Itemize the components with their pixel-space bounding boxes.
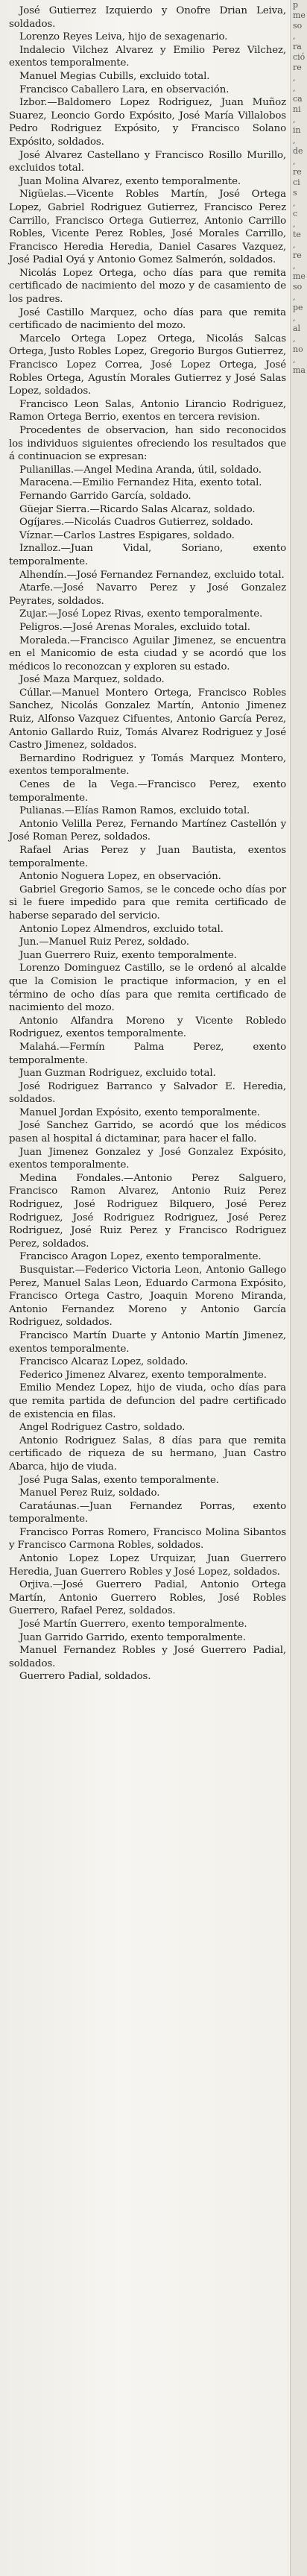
text-column: [9, 4, 286, 1684]
edge-fragment: ,: [293, 136, 296, 145]
edge-fragment: de: [293, 146, 303, 156]
paragraph: Federico Jimenez Alvarez, exento temporalmente.: [19, 1369, 267, 1381]
paragraph: Antonio Velilla Perez, Fernando Martínez Castellón y José Roman Perez, soldados.: [9, 818, 286, 843]
edge-fragment: ,: [293, 219, 296, 229]
paragraph: Antonio Alfandra Moreno y Vicente Robledo Rodriguez, exentos temporalmente.: [9, 1015, 286, 1040]
edge-fragment: ,: [293, 240, 296, 250]
paragraph: Alhendín.—José Fernandez Fernandez, excluido total.: [19, 569, 285, 581]
edge-fragment: ,: [293, 261, 296, 271]
paragraph: Marcelo Ortega Lopez Ortega, Nicolás Salcas Ortega, Justo Robles Lopez, Gregorio Burgos Gutierrez, Francisco Lopez Correa, José Lopez Ortega, José Robles Ortega, Agustín Morales Gutierrez y José Salas Lopez, soldados.: [9, 333, 286, 397]
paragraph: Juan Guerrero Ruiz, exento temporalmente.: [19, 949, 237, 961]
paragraph: Cúllar.—Manuel Montero Ortega, Francisco Robles Sanchez, Nicolás Gonzalez Martín, Antonio Jimenez Ruiz, Alfonso Vazquez Cifuentes, Antonio García Perez, Antonio Gallardo Ruiz, Tomás Alvarez Rodriguez y José Castro Jimenez, soldados.: [9, 687, 286, 752]
paragraph: Antonio Lopez Lopez Urquizar, Juan Guerrero Heredia, Juan Guerrero Robles y José Lopez, soldados.: [9, 1553, 286, 1578]
paragraph: Lorenzo Dominguez Castillo, se le ordenó al alcalde que la Comision le practique informacion, y en el término de ocho días para que remita certificado de nacimiento del mozo.: [9, 963, 286, 1014]
paragraph: Nicolás Lopez Ortega, ocho días para que remita certificado de nacimiento del mozo y de casamiento de los padres.: [9, 267, 286, 306]
paragraph: Lorenzo Reyes Leiva, hijo de sexagenario.: [19, 31, 228, 43]
paragraph: Víznar.—Carlos Lastres Espigares, soldado.: [19, 529, 235, 541]
paragraph: Zujar.—José Lopez Rivas, exento temporalmente.: [19, 608, 263, 620]
paragraph: Nigüelas.—Vicente Robles Martín, José Ortega Lopez, Gabriel Rodriguez Gutierrez, Francisco Perez Carrillo, Francisco Ortega Gutierrez, Antonio Carrillo Robles, Vicente Perez Robles, José Morales Carrillo, Francisco Heredia Heredia, Daniel Casares Vazquez, José Padial Oyá y Antonio Gomez Salmerón, soldados.: [9, 189, 286, 266]
edge-fragment: re: [293, 251, 302, 260]
paragraph: Guerrero Padial, soldados.: [19, 1671, 151, 1683]
paragraph: Procedentes de observacion, han sido reconocidos los individuos siguientes ofreciendo los resultados que á continuacion se expresan:: [9, 425, 286, 463]
paragraph: Malahá.—Fermín Palma Perez, exento temporalmente.: [9, 1041, 286, 1066]
paragraph: Francisco Porras Romero, Francisco Molina Sibantos y Francisco Carmona Robles, soldados.: [9, 1526, 286, 1552]
paragraph: Ogíjares.—Nicolás Cuadros Gutierrez, soldado.: [19, 517, 253, 529]
edge-fragment: ni: [293, 104, 301, 114]
edge-fragment: ,: [293, 157, 296, 166]
edge-fragment: no: [293, 344, 303, 354]
edge-fragment: in: [293, 125, 301, 135]
paragraph: Peligros.—José Arenas Morales, excluido total.: [19, 621, 250, 633]
edge-fragment: ra: [293, 42, 302, 51]
paragraph: Francisco Alcaraz Lopez, soldado.: [19, 1356, 189, 1368]
paragraph: Pulianillas.—Angel Medina Aranda, útil, soldado.: [19, 464, 262, 476]
edge-fragment: ma: [293, 365, 306, 375]
edge-fragment: s: [293, 188, 297, 198]
edge-fragment: ,: [293, 313, 296, 323]
edge-fragment: ,: [293, 115, 296, 125]
paragraph: José Martín Guerrero, exento temporalmente.: [19, 1619, 247, 1631]
edge-fragment: c: [293, 209, 298, 218]
paragraph: José Castillo Marquez, ocho días para que remita certificado de nacimiento del mozo.: [9, 306, 286, 332]
edge-fragment: re: [293, 63, 302, 72]
paragraph: Juan Garrido Garrido, exento temporalmente.: [19, 1631, 246, 1643]
edge-fragment: ci: [293, 177, 300, 187]
edge-fragment: ca: [293, 94, 303, 104]
edge-fragment: al: [293, 324, 301, 333]
paragraph: Juan Guzman Rodriguez, excluido total.: [19, 1068, 216, 1080]
paragraph: José Rodriguez Barranco y Salvador E. Heredia, soldados.: [9, 1080, 286, 1106]
paragraph: Busquistar.—Federico Victoria Leon, Antonio Gallego Perez, Manuel Salas Leon, Eduardo Carmona Expósito, Francisco Ortega Castro, Joaquin Moreno Miranda, Antonio Fernandez Moreno y Antonio García Rodriguez, soldados.: [9, 1265, 286, 1329]
paragraph: José Maza Marquez, soldado.: [19, 674, 165, 686]
edge-fragment: p: [293, 0, 299, 10]
paragraph: Antonio Rodriguez Salas, 8 días para que remita certificado de riqueza de su hermano, Juan Castro Abarca, hijo de viuda.: [9, 1435, 286, 1473]
paragraph: Juan Molina Alvarez, exento temporalmente.: [19, 175, 241, 187]
paragraph: Antonio Lopez Almendros, excluido total.: [19, 923, 224, 935]
edge-fragment: ció: [293, 52, 306, 62]
paragraph: Atarfe.—José Navarro Perez y José Gonzalez Peyrates, soldados.: [9, 582, 286, 607]
paragraph: José Gutierrez Izquierdo y Onofre Drian Leiva, soldados.: [9, 5, 286, 30]
paragraph: Medina Fondales.—Antonio Perez Salguero, Francisco Ramon Alvarez, Antonio Ruiz Perez Rodriguez, José Rodriguez Bilquero, José Perez Rodriguez, José Rodriguez Rodriguez, José Perez Rodriguez, José Ruiz Perez y Francisco Rodriguez Perez, soldados.: [9, 1172, 286, 1250]
paragraph: Manuel Jordan Expósito, exento temporalmente.: [19, 1106, 260, 1118]
paragraph: Bernardino Rodriguez y Tomás Marquez Montero, exentos temporalmente.: [9, 752, 286, 778]
paragraph: Moraleda.—Francisco Aguilar Jimenez, se encuentra en el Manicomio de esta ciudad y se acordó que los médicos lo reconozcan y exploren su estado.: [9, 634, 286, 673]
edge-fragment: ,: [293, 84, 296, 93]
paragraph: Gabriel Gregorio Samos, se le concede ocho días por si le fuere impedido para que remita certificado de haberse separado del servicio.: [9, 884, 286, 922]
edge-fragment: ,: [293, 355, 296, 365]
edge-fragment: re: [293, 167, 302, 177]
edge-fragment: ,: [293, 198, 296, 208]
paragraph: Indalecio Vilchez Alvarez y Emilio Perez Vilchez, exentos temporalmente.: [9, 44, 286, 69]
paragraph: Manuel Megias Cubills, excluido total.: [19, 70, 210, 82]
paragraph: Francisco Martín Duarte y Antonio Martín Jimenez, exentos temporalmente.: [9, 1329, 286, 1355]
paragraph: Francisco Caballero Lara, en observación.: [19, 84, 230, 95]
paragraph: Emilio Mendez Lopez, hijo de viuda, ocho días para que remita partida de defuncion del padre certificado de existencia en filas.: [9, 1382, 286, 1420]
edge-fragment: ,: [293, 292, 296, 302]
paragraph: Cenes de la Vega.—Francisco Perez, exento temporalmente.: [9, 779, 286, 804]
edge-fragment: so: [293, 21, 303, 31]
paragraph: Caratáunas.—Juan Fernandez Porras, exento temporalmente.: [9, 1500, 286, 1525]
paragraph: Rafael Arias Perez y Juan Bautista, exentos temporalmente.: [9, 845, 286, 869]
adjacent-column-edge: [290, 0, 307, 2576]
edge-fragment: te: [293, 230, 301, 239]
paragraph: Orjiva.—José Guerrero Padial, Antonio Ortega Martín, Antonio Guerrero Robles, José Robles Guerrero, Rafael Perez, soldados.: [9, 1579, 286, 1617]
paragraph: Francisco Leon Salas, Antonio Lirancio Rodriguez, Ramon Ortega Berrio, exentos en tercera revision.: [9, 398, 286, 423]
paragraph: Angel Rodriguez Castro, soldado.: [19, 1422, 186, 1434]
paragraph: José Puga Salas, exento temporalmente.: [19, 1474, 219, 1486]
paragraph: Manuel Perez Ruiz, soldado.: [19, 1487, 160, 1499]
paragraph: Izbor.—Baldomero Lopez Rodriguez, Juan Muñoz Suarez, Leoncio Gordo Expósito, José María Villalobos Pedro Rodriguez Expósito, y Francisco Solano Expósito, soldados.: [9, 97, 286, 148]
edge-fragment: ,: [293, 31, 296, 41]
paragraph: Pulianas.—Elías Ramon Ramos, excluido total.: [19, 805, 250, 817]
edge-fragment: ,: [293, 73, 296, 83]
paragraph: Güejar Sierra.—Ricardo Salas Alcaraz, soldado.: [19, 503, 256, 515]
edge-fragment: so: [293, 282, 303, 292]
paragraph: Maracena.—Emilio Fernandez Hita, exento total.: [19, 477, 262, 489]
edge-fragment: me: [293, 10, 306, 20]
paragraph: José Sanchez Garrido, se acordó que los médicos pasen al hospital á dictaminar, para hacer el fallo.: [9, 1120, 286, 1145]
paragraph: Juan Jimenez Gonzalez y José Gonzalez Expósito, exentos temporalmente.: [9, 1146, 286, 1171]
edge-fragment: me: [293, 271, 306, 281]
paragraph: Francisco Aragon Lopez, exento temporalmente.: [19, 1251, 262, 1263]
edge-fragment: ,: [293, 334, 296, 344]
paragraph: Jun.—Manuel Ruiz Perez, soldado.: [19, 936, 189, 948]
paragraph: José Alvarez Castellano y Francisco Rosillo Murillo, excluidos total.: [9, 149, 286, 174]
paragraph: Fernando Garrido García, soldado.: [19, 490, 192, 502]
edge-fragment: pe: [293, 303, 303, 312]
paragraph: Manuel Fernandez Robles y José Guerrero Padial, soldados.: [9, 1645, 286, 1669]
paragraph: Antonio Noguera Lopez, en observación.: [19, 871, 221, 883]
paragraph: Iznalloz.—Juan Vidal, Soriano, exento temporalmente.: [9, 543, 286, 567]
